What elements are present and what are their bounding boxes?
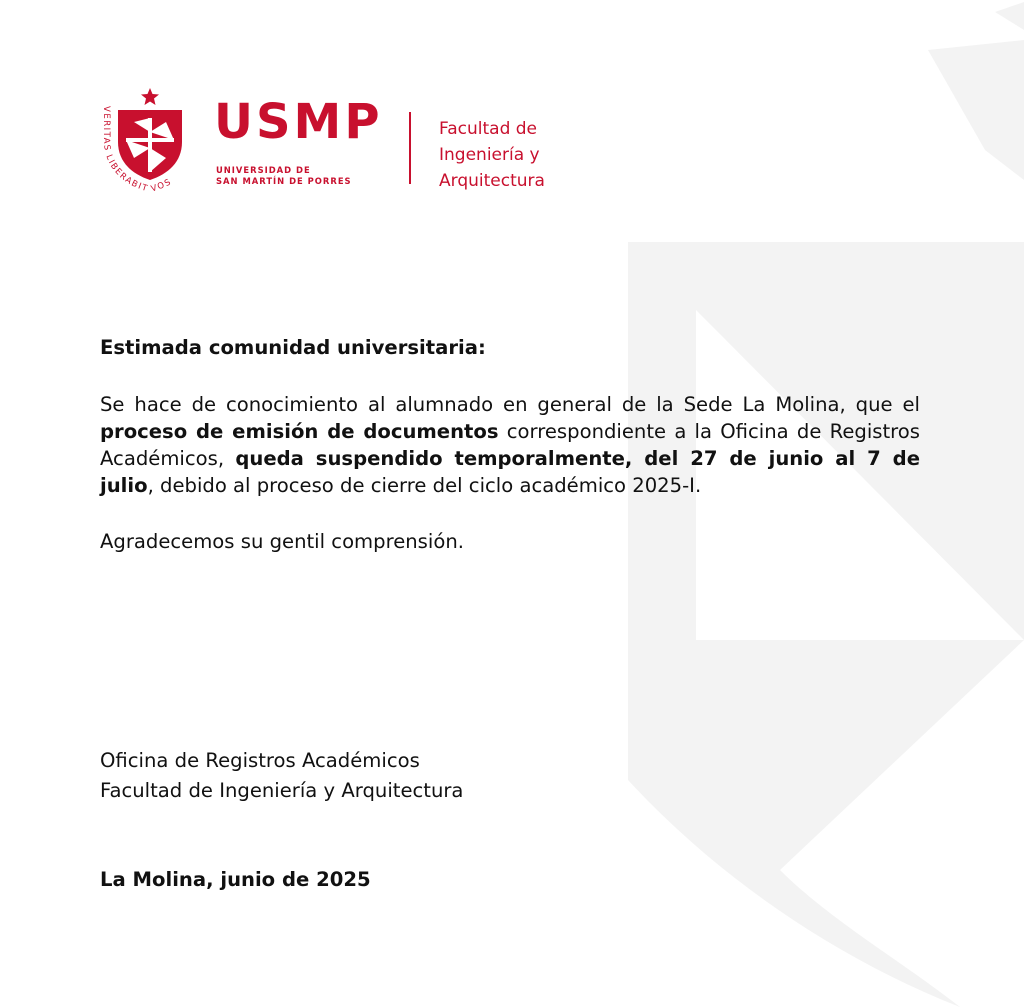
usmp-shield-crest-icon [96,88,204,200]
paragraph-text-2: correspondiente a la Oficina de Registros Académicos, [100,420,921,470]
paragraph-bold-1: proceso de emisión de documentos [100,420,499,443]
letter-signature [100,746,700,806]
crest-motto: VERITAS LIBERABIT VOS [100,106,174,196]
signature-line2: Facultad de Ingeniería y Arquitectura [100,779,464,802]
paragraph-text-3: , debido al proceso de cierre del ciclo académico 2025-I. [147,474,702,497]
logo-subtitle-line2: SAN MARTÍN DE PORRES [216,176,352,186]
letter-greeting: Estimada comunidad universitaria: [100,336,486,359]
signature-line1: Oficina de Registros Académicos [100,749,420,772]
faculty-line3: Arquitectura [439,171,545,191]
letter-thanks: Agradecemos su gentil comprensión. [100,530,464,553]
logo-divider [409,112,411,184]
letter-paragraph [100,391,920,499]
logo-wordmark: USMP [214,94,383,150]
faculty-line2: Ingeniería y [439,145,540,165]
faculty-line1: Facultad de [439,119,538,139]
faculty-name [439,116,619,194]
logo-subtitle-line1: UNIVERSIDAD DE [216,165,311,175]
letter-body [100,334,920,555]
letter-place-date: La Molina, junio de 2025 [100,868,371,891]
paragraph-bold-2: queda suspendido temporalmente, del 27 de junio al 7 de julio [100,447,920,497]
paragraph-text-1: Se hace de conocimiento al alumnado en general de la Sede La Molina, que el [100,393,920,416]
